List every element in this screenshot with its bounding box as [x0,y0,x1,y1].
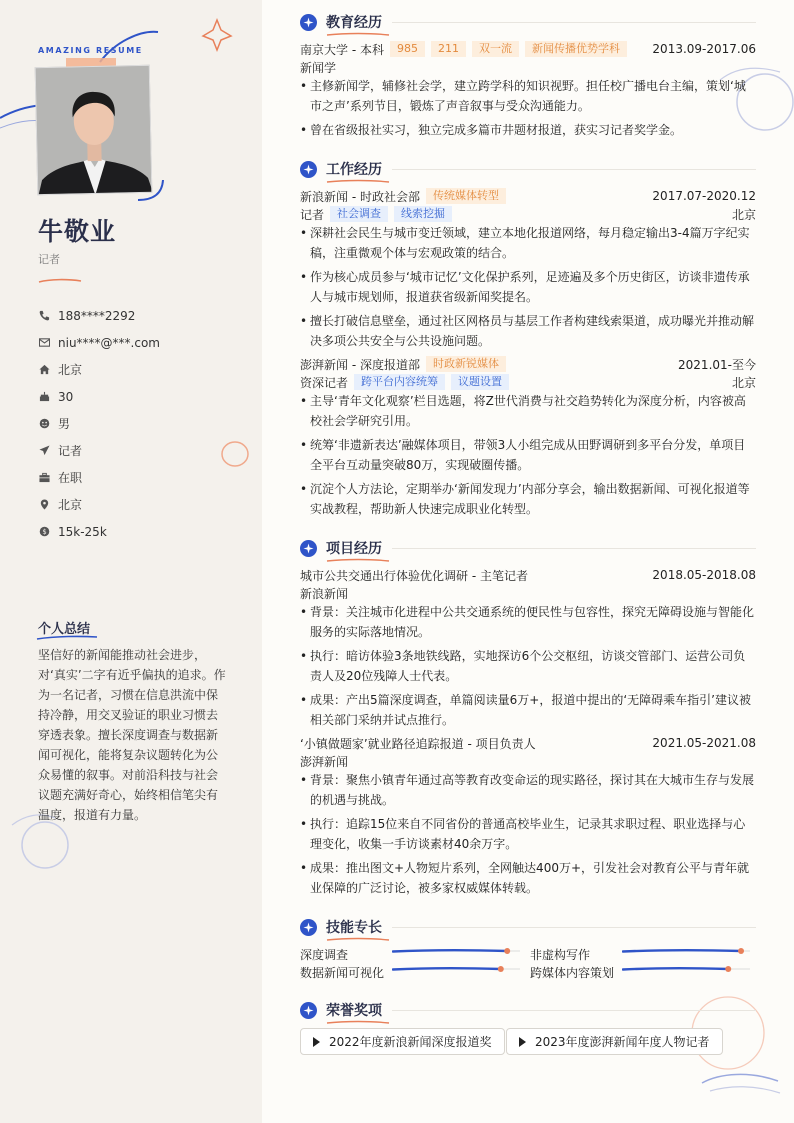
project-date: 2021.05-2021.08 [652,736,756,750]
info-status [38,464,248,491]
play-triangle-icon [519,1037,526,1047]
info-gender [38,410,248,437]
honor-label: 2023年度澎湃新闻年度人物记者 [535,1035,710,1049]
project-bullet: • 成果：推出图文+人物短片系列，全网触达400万+，引发社会对教育公平与青年就业保障的广泛讨论，被多家权威媒体转载。 [300,858,756,898]
contact-info [38,302,248,545]
section-underline [326,179,390,184]
education-bullet: • 主修新闻学，辅修社会学，建立跨学科的知识视野。担任校广播电台主编，策划‘城市之声’系列节目，锻炼了声音叙事与受众沟通能力。 [300,76,756,116]
skill-name: 深度调查 [300,947,349,962]
project-header [300,566,756,584]
info-status-value: 在职 [58,471,83,485]
resume-tagline: AMAZING RESUME [38,46,143,55]
section-skills [300,917,756,937]
project-org-row [300,584,756,602]
honor-item [300,1028,505,1055]
skill-fill [623,950,741,951]
section-education [300,12,756,32]
project-bullet: • 执行：追踪15位来自不同省份的普通高校毕业生，记录其求职过程、职业选择与心理变化，收集一手访谈素材40余万字。 [300,814,756,854]
skill-bar [622,966,750,972]
school-name: 南京大学 - 本科 [300,42,384,57]
education-tag: 211 [431,41,466,57]
role-tag: 社会调查 [330,206,388,222]
skill-bar [622,948,750,954]
major-name: 新闻学 [300,60,337,75]
info-age [38,383,248,410]
skill-bar [392,948,520,954]
job-role-row [300,205,756,223]
info-salary [38,518,248,545]
skill-name: 非虚构写作 [530,947,591,962]
skill-marker [498,966,504,972]
sparkle-icon [300,919,317,936]
job-city: 北京 [731,207,756,222]
skill-fill [623,968,728,969]
info-gender-value: 男 [58,417,71,431]
info-phone-value: 188****2292 [58,308,136,323]
section-honors [300,1000,756,1020]
skill-marker [504,948,510,954]
job-date: 2021.01-至今 [678,357,756,372]
job-bullet: • 擅长打破信息壁垒，通过社区网格员与基层工作者构建线索渠道，成功曝光并推动解决多项公共安全与公共设施问题。 [300,311,756,351]
honor-item [506,1028,723,1055]
job-role-row [300,373,756,391]
sparkle-icon [300,1002,317,1019]
info-home [38,356,248,383]
skill-marker [738,948,744,954]
briefcase-icon [38,472,50,484]
skill-marker [725,966,731,972]
project-bullet: • 背景：关注城市化进程中公共交通系统的便民性与包容性，探究无障碍设施与智能化服务的实际落地情况。 [300,602,756,642]
project-name: ‘小镇做题家’就业路径追踪报道 - 项目负责人 [300,736,536,751]
education-header [300,40,756,58]
section-underline [326,558,390,563]
job-city: 北京 [731,375,756,390]
section-underline [326,937,390,942]
company-tag: 时政新锐媒体 [426,356,506,372]
gender-icon [38,418,50,430]
info-email-value: niu****@***.com [58,335,160,350]
section-projects [300,538,756,558]
role-tag: 议题设置 [451,374,509,390]
project-bullet: • 执行：暗访体验3条地铁线路，实地探访6个公交枢纽，访谈交管部门、运营公司负责人及20位残障人士代表。 [300,646,756,686]
skill-fill [393,950,507,951]
education-tag: 双一流 [472,41,519,57]
job-header [300,187,756,205]
info-position-value: 记者 [58,444,83,458]
job-bullet: • 统筹‘非遗新表达’融媒体项目，带领3人小组完成从田野调研到多平台分发，单项目全平台互动量突破80万，实现破圈传播。 [300,435,756,475]
job-role: 资深记者 [300,375,349,390]
education-major [300,58,756,76]
info-location [38,491,248,518]
job-bullet: • 深耕社会民生与城市变迁领域，建立本地化报道网络，每月稳定输出3-4篇万字纪实稿，注重微观个体与宏观政策的结合。 [300,223,756,263]
job-bullet: • 作为核心成员参与‘城市记忆’文化保护系列，足迹遍及多个历史街区，访谈非遗传承人与城市规划师，报道获省级新闻奖提名。 [300,267,756,307]
location-pin-icon [38,499,50,511]
info-home-value: 北京 [58,363,83,377]
summary-underline [36,634,98,641]
company-name: 新浪新闻 - 时政社会部 [300,189,420,204]
section-underline [326,32,390,37]
project-header [300,734,756,752]
company-tag: 传统媒体转型 [426,188,506,204]
project-bullet: • 成果：产出5篇深度调查，单篇阅读量6万+，报道中提出的‘无障碍乘车指引’建议被相关部门采纳并试点推行。 [300,690,756,730]
skill-bar [392,966,520,972]
svg-text:$: $ [41,527,47,536]
project-bullet: • 背景：聚焦小镇青年通过高等教育改变命运的现实路径，探讨其在大城市生存与发展的机遇与挑战。 [300,770,756,810]
role-tag: 跨平台内容统筹 [354,374,445,390]
skill-fill [393,968,501,969]
job-bullet: • 主导‘青年文化观察’栏目选题，将Z世代消费与社交趋势转化为深度分析，内容被高校社会学研究引用。 [300,391,756,431]
job-date: 2017.07-2020.12 [652,189,756,203]
info-email [38,329,248,356]
skill-name: 数据新闻可视化 [300,965,385,980]
project-org: 澎湃新闻 [300,754,349,769]
role-tag: 线索挖掘 [394,206,452,222]
skill-name: 跨媒体内容策划 [530,965,615,980]
profile-photo [35,65,153,195]
section-title: 教育经历 [326,15,382,31]
project-org: 新浪新闻 [300,586,349,601]
education-bullet: • 曾在省级报社实习，独立完成多篇市井题材报道，获实习记者奖学金。 [300,120,756,140]
info-location-value: 北京 [58,498,83,512]
project-name: 城市公共交通出行体验优化调研 - 主笔记者 [300,568,528,583]
summary-title: 个人总结 [38,622,91,637]
name-underline [38,278,82,284]
info-age-value: 30 [58,389,74,404]
summary-text: 坚信好的新闻能推动社会进步，对‘真实’二字有近乎偏执的追求。作为一名记者，习惯在信息洪流中保持冷静，用交叉验证的职业习惯去穿透表象。擅长深度调查与数据新闻可视化，能将复杂议题转化为公众易懂的叙事。对前沿科技与社会议题充满好奇心，始终相信笔尖有温度，报道有力量。 [38,648,226,822]
play-triangle-icon [313,1037,320,1047]
sparkle-icon [300,161,317,178]
section-title: 项目经历 [326,541,382,557]
sparkle-icon [300,540,317,557]
project-date: 2018.05-2018.08 [652,568,756,582]
education-tag: 985 [390,41,425,57]
phone-icon [38,310,50,322]
project-org-row [300,752,756,770]
honor-label: 2022年度新浪新闻深度报道奖 [329,1035,492,1049]
info-position [38,437,248,464]
section-title: 技能专长 [326,920,382,936]
home-icon [38,364,50,376]
section-work [300,159,756,179]
job-bullet: • 沉淀个人方法论，定期举办‘新闻发现力’内部分享会，输出数据新闻、可视化报道等实战教程，帮助新人快速完成职业化转型。 [300,479,756,519]
person-name: 牛敬业 [38,217,117,246]
cake-icon [38,391,50,403]
job-header [300,355,756,373]
mail-icon [38,337,50,349]
info-salary-value: 15k-25k [58,524,107,539]
education-date: 2013.09-2017.06 [652,42,756,56]
send-icon [38,445,50,457]
salary-icon [38,526,50,538]
education-tag: 新闻传播优势学科 [525,41,627,57]
section-title: 工作经历 [326,162,382,178]
sidebar [0,0,262,1123]
sparkle-icon [300,14,317,31]
job-title: 记者 [38,253,60,266]
info-phone [38,302,248,329]
company-name: 澎湃新闻 - 深度报道部 [300,357,420,372]
section-title: 荣誉奖项 [326,1003,382,1019]
section-underline [326,1020,390,1025]
job-role: 记者 [300,207,325,222]
